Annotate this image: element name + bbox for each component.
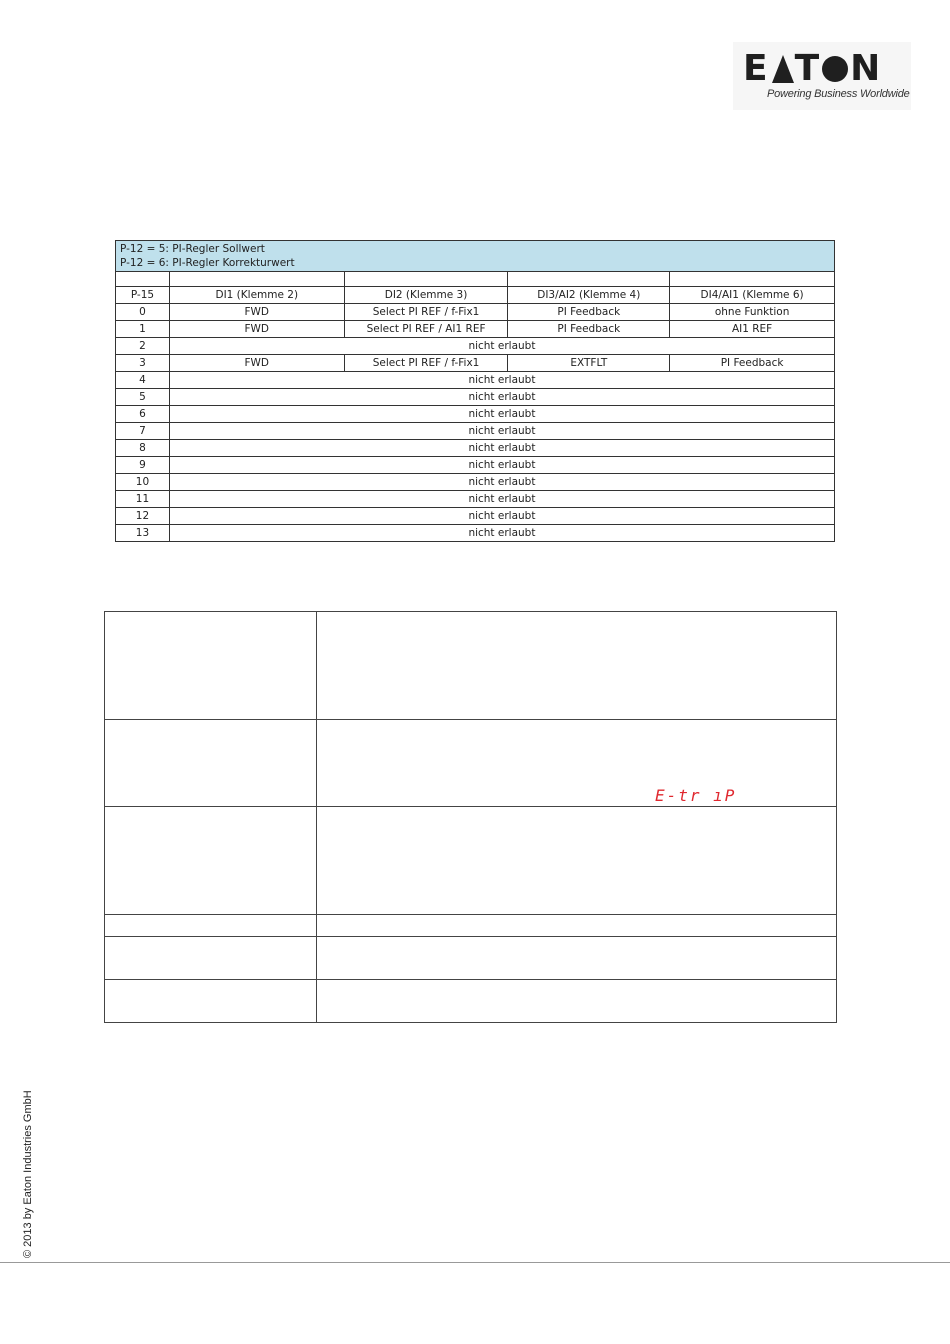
table-header xyxy=(116,241,835,272)
e-trip-display-code: E-tr ıP xyxy=(655,786,737,805)
table-row xyxy=(116,372,835,389)
header-line-2: P-12 = 6: PI-Regler Korrekturwert xyxy=(120,257,295,269)
function-cell: AI1 REF xyxy=(670,321,835,338)
copyright-notice: © 2013 by Eaton Industries GmbH xyxy=(22,1090,34,1258)
label-cell xyxy=(105,720,317,807)
function-cell: FWD xyxy=(169,321,344,338)
p15-value-cell: 6 xyxy=(116,406,170,423)
description-cell xyxy=(316,720,836,807)
label-cell xyxy=(105,937,317,980)
spacer-row xyxy=(116,272,835,287)
column-header-row xyxy=(116,287,835,304)
function-cell: EXTFLT xyxy=(508,355,670,372)
label-cell xyxy=(105,612,317,720)
logo-tagline: Powering Business Worldwide xyxy=(767,88,910,100)
p15-value-cell: 13 xyxy=(116,525,170,542)
not-allowed-cell: nicht erlaubt xyxy=(169,474,834,491)
label-cell xyxy=(105,980,317,1023)
function-cell: Select PI REF / f-Fix1 xyxy=(344,355,508,372)
column-header: DI1 (Klemme 2) xyxy=(169,287,344,304)
not-allowed-cell: nicht erlaubt xyxy=(169,338,834,355)
header-line-1: P-12 = 5: PI-Regler Sollwert xyxy=(120,243,265,255)
p15-value-cell: 11 xyxy=(116,491,170,508)
logo-wordmark: E T N xyxy=(743,48,882,89)
function-cell: Select PI REF / f-Fix1 xyxy=(344,304,508,321)
p15-value-cell: 3 xyxy=(116,355,170,372)
not-allowed-cell: nicht erlaubt xyxy=(169,423,834,440)
table-row xyxy=(116,440,835,457)
description-cell xyxy=(316,937,836,980)
table-row xyxy=(116,491,835,508)
description-cell xyxy=(316,980,836,1023)
p15-value-cell: 2 xyxy=(116,338,170,355)
function-cell: PI Feedback xyxy=(508,304,670,321)
table-row xyxy=(105,807,837,915)
pi-config-table xyxy=(115,240,835,542)
p15-value-cell: 4 xyxy=(116,372,170,389)
table-row xyxy=(116,525,835,542)
p15-value-cell: 1 xyxy=(116,321,170,338)
p15-value-cell: 7 xyxy=(116,423,170,440)
table-row xyxy=(105,612,837,720)
table-row xyxy=(116,338,835,355)
p15-value-cell: 9 xyxy=(116,457,170,474)
label-cell xyxy=(105,915,317,937)
not-allowed-cell: nicht erlaubt xyxy=(169,406,834,423)
table-row xyxy=(116,508,835,525)
table-row xyxy=(116,355,835,372)
function-cell: ohne Funktion xyxy=(670,304,835,321)
not-allowed-cell: nicht erlaubt xyxy=(169,389,834,406)
not-allowed-cell: nicht erlaubt xyxy=(169,491,834,508)
parameter-description-table xyxy=(104,611,837,1023)
table-row xyxy=(116,423,835,440)
table-row xyxy=(105,915,837,937)
p15-value-cell: 12 xyxy=(116,508,170,525)
eaton-logo xyxy=(733,42,911,110)
description-cell xyxy=(316,612,836,720)
table-row xyxy=(116,304,835,321)
table-row xyxy=(105,980,837,1023)
function-cell: PI Feedback xyxy=(508,321,670,338)
not-allowed-cell: nicht erlaubt xyxy=(169,508,834,525)
not-allowed-cell: nicht erlaubt xyxy=(169,457,834,474)
column-header: DI2 (Klemme 3) xyxy=(344,287,508,304)
function-cell: FWD xyxy=(169,355,344,372)
footer-divider xyxy=(0,1262,950,1263)
table-row xyxy=(116,457,835,474)
p15-value-cell: 0 xyxy=(116,304,170,321)
not-allowed-cell: nicht erlaubt xyxy=(169,525,834,542)
label-cell xyxy=(105,807,317,915)
function-cell: PI Feedback xyxy=(670,355,835,372)
table-row xyxy=(116,389,835,406)
p15-value-cell: 8 xyxy=(116,440,170,457)
table-row xyxy=(116,406,835,423)
table-row xyxy=(116,474,835,491)
function-cell: FWD xyxy=(169,304,344,321)
not-allowed-cell: nicht erlaubt xyxy=(169,440,834,457)
table-row xyxy=(116,321,835,338)
column-header: DI3/AI2 (Klemme 4) xyxy=(508,287,670,304)
not-allowed-cell: nicht erlaubt xyxy=(169,372,834,389)
column-header: P-15 xyxy=(116,287,170,304)
table-row xyxy=(105,937,837,980)
column-header: DI4/AI1 (Klemme 6) xyxy=(670,287,835,304)
function-cell: Select PI REF / AI1 REF xyxy=(344,321,508,338)
p15-value-cell: 10 xyxy=(116,474,170,491)
description-cell xyxy=(316,915,836,937)
description-cell xyxy=(316,807,836,915)
p15-value-cell: 5 xyxy=(116,389,170,406)
